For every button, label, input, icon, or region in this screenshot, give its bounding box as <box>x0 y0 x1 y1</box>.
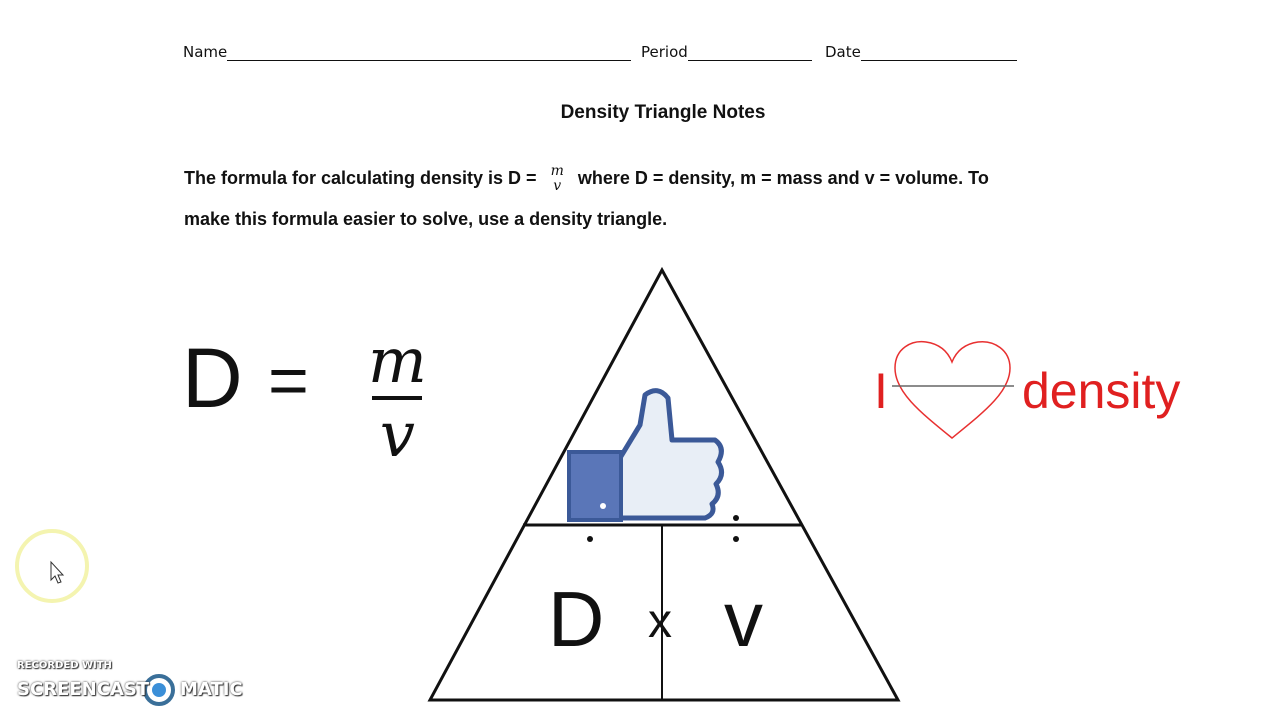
watermark-recorded: RECORDED WITH <box>17 660 112 671</box>
screencast-logo-icon <box>145 676 173 704</box>
triangle-d: D <box>548 575 605 663</box>
page-title: Density Triangle Notes <box>560 102 766 123</box>
paragraph-line-2: make this formula easier to solve, use a density triangle. <box>184 209 668 229</box>
love-i: I <box>874 363 888 419</box>
paragraph-text: The formula for calculating density is D = <box>184 167 537 188</box>
fraction-denominator: v <box>553 178 562 194</box>
paragraph-text: where D = density, m = mass and v = volume. To <box>577 167 989 188</box>
triangle-times: x <box>648 595 672 648</box>
period-label: Period <box>641 43 688 61</box>
love-density: density <box>1022 363 1181 419</box>
formula-numerator: m <box>368 324 427 397</box>
thumbs-up-icon <box>569 391 722 520</box>
name-label: Name <box>183 43 228 61</box>
watermark-matic: MATIC <box>180 679 243 700</box>
formula-equals: = <box>268 341 309 419</box>
heart-icon <box>892 342 1014 438</box>
date-label: Date <box>825 43 861 61</box>
cursor-highlight <box>17 531 87 601</box>
triangle-v: v <box>724 575 763 663</box>
watermark-screencast: SCREENCAST <box>17 679 150 700</box>
formula-d: D <box>182 331 243 425</box>
fraction-numerator: m <box>550 163 564 179</box>
formula-denominator: v <box>379 398 415 471</box>
